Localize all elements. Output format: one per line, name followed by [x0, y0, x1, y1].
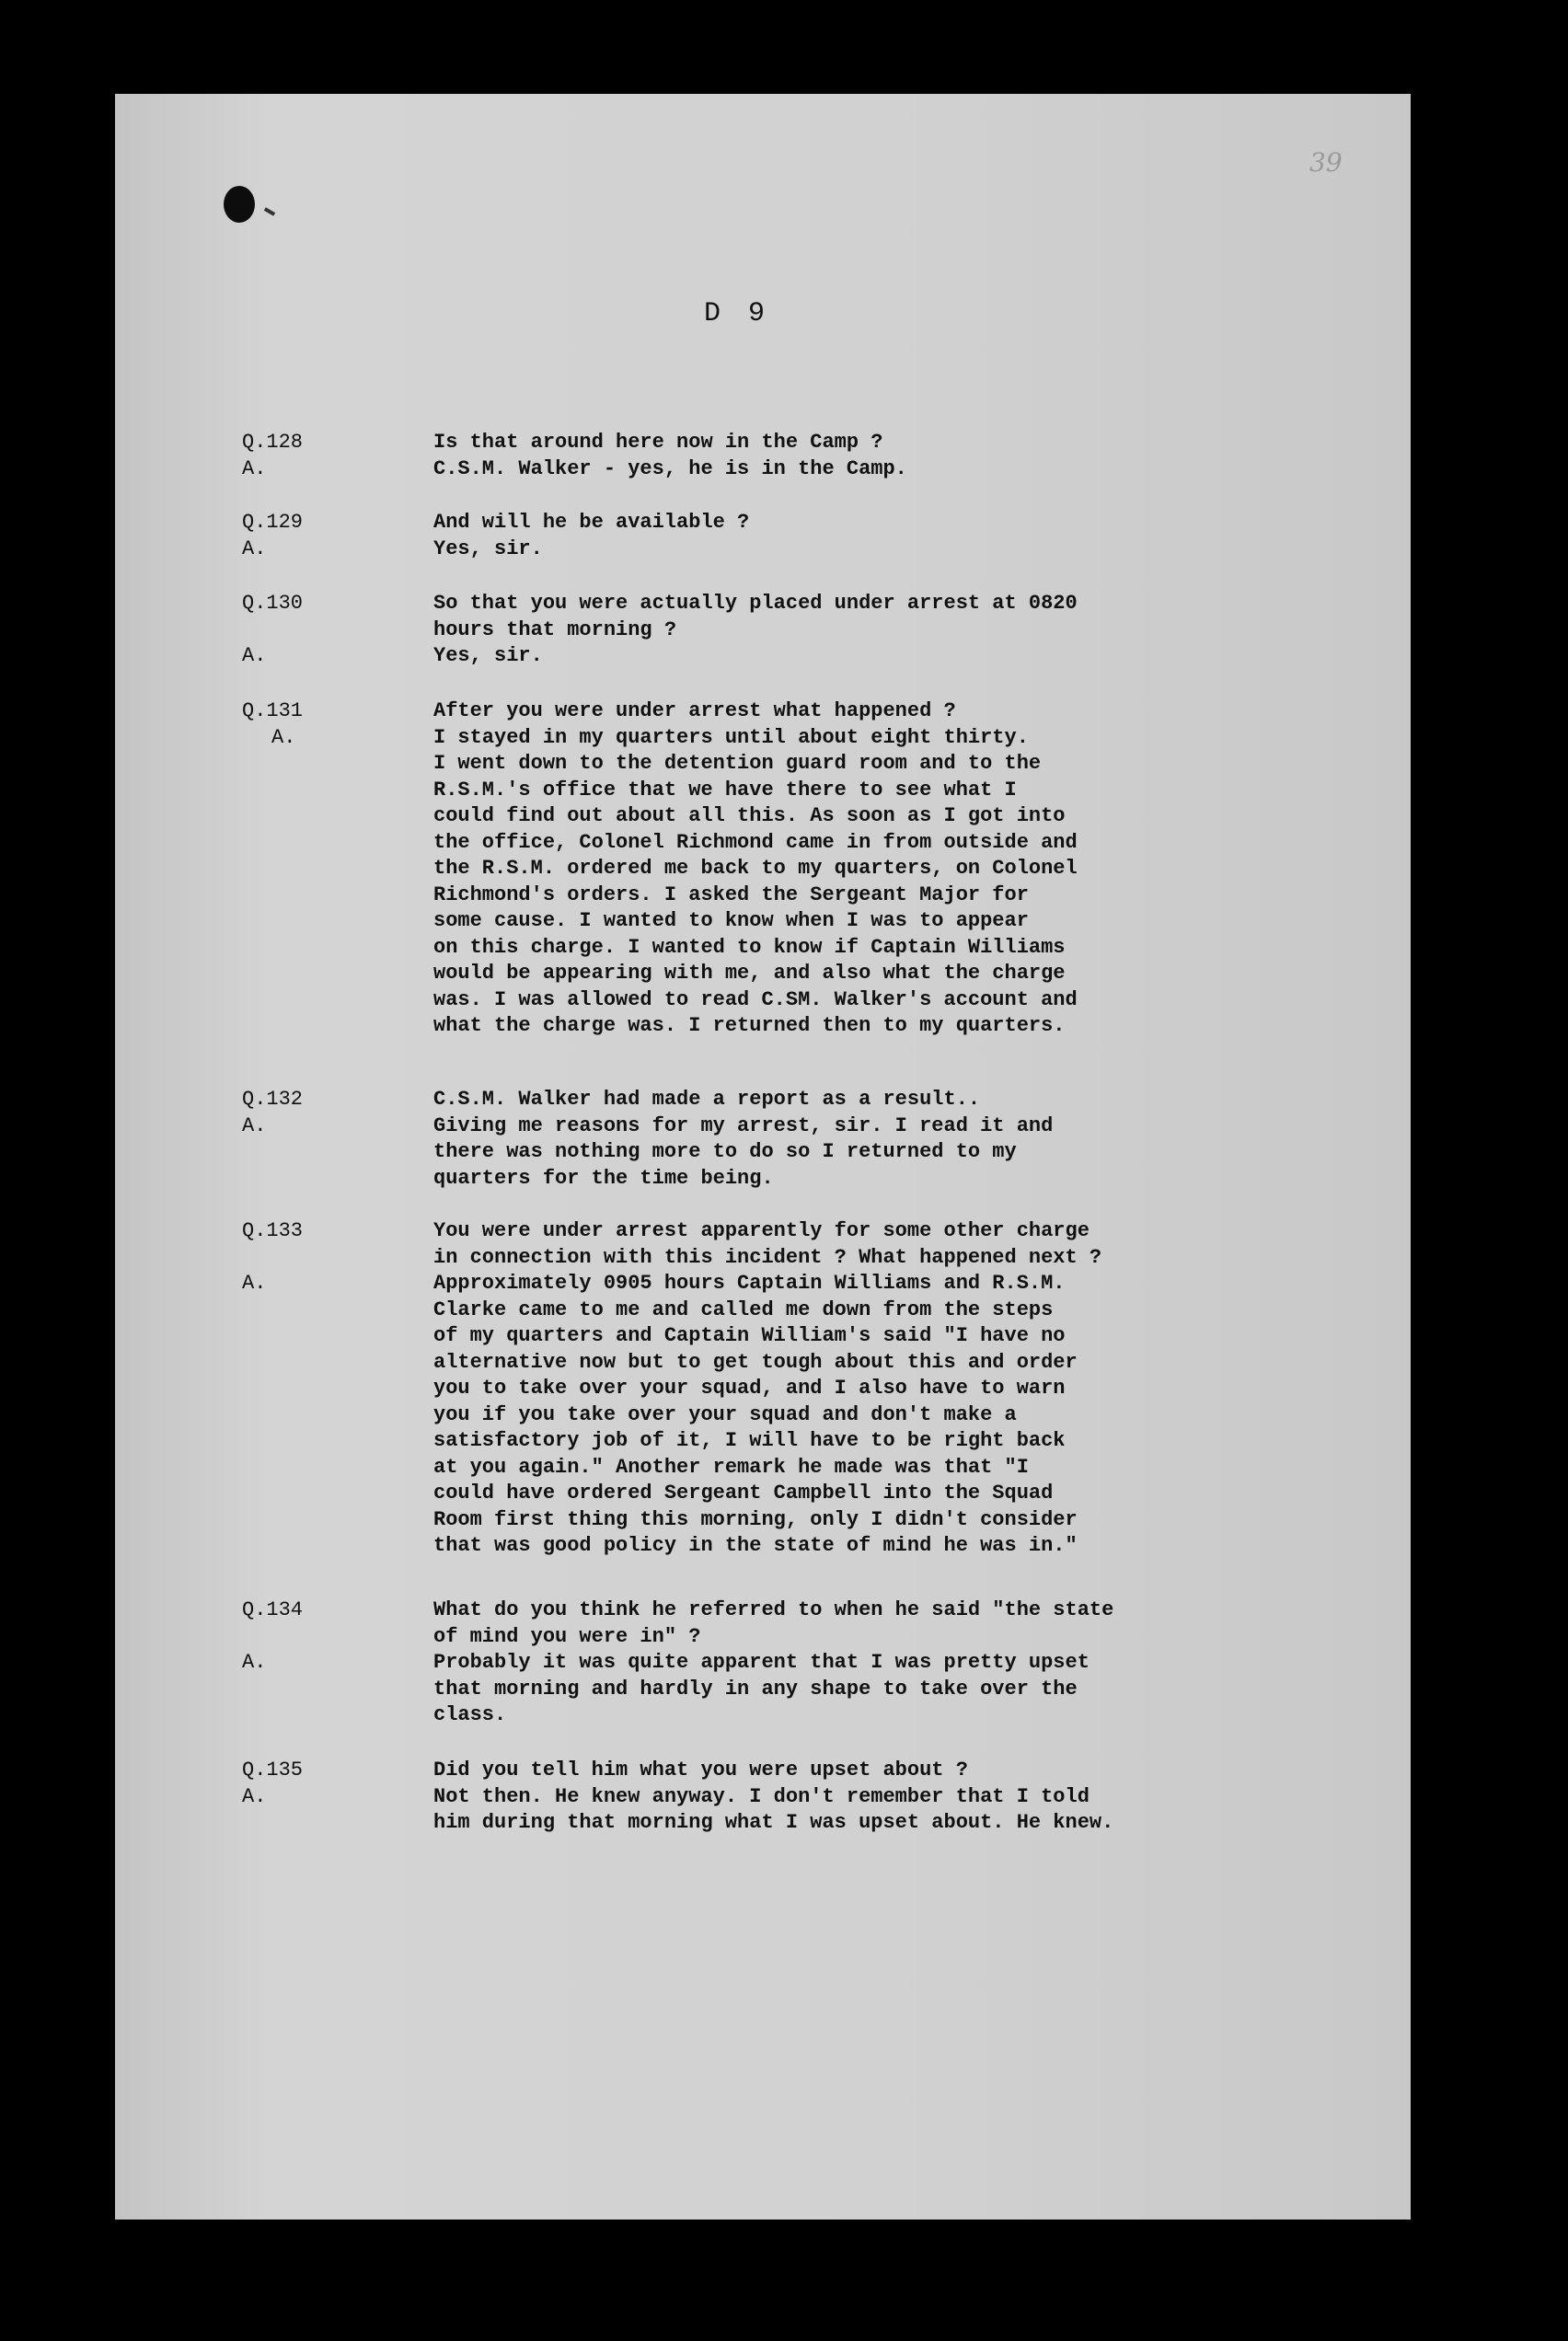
punch-hole-mark [264, 207, 275, 215]
question-number: Q.134 [242, 1598, 304, 1621]
answer-label: A. [242, 456, 267, 480]
question-text: C.S.M. Walker had made a report as a result.. [433, 1088, 981, 1111]
answer-label: A. [242, 1113, 267, 1137]
question-text: So that you were actually placed under arrest at 0820 hours that morning ? [433, 592, 1078, 641]
corner-page-number: 39 [1309, 147, 1343, 178]
qa-entry-134 [242, 1597, 1291, 1729]
qa-entry-133 [242, 1218, 1291, 1560]
qa-entry-131 [242, 698, 1291, 1040]
qa-entry-132 [242, 1087, 1291, 1192]
punch-hole [224, 186, 255, 223]
answer-text: Probably it was quite apparent that I was pretty upset that morning and hardly in any shape to take over the class. [433, 1651, 1090, 1726]
answer-text: C.S.M. Walker - yes, he is in the Camp. [433, 456, 907, 480]
question-text: After you were under arrest what happened ? [433, 699, 956, 722]
qa-entry-129 [242, 510, 1291, 562]
question-text: You were under arrest apparently for some other charge in connection with this incident ? What happened next ? [433, 1219, 1102, 1269]
question-number: Q.132 [242, 1088, 304, 1111]
qa-entry-135 [242, 1758, 1291, 1837]
answer-label: A. [242, 536, 267, 560]
page-number: D 9 [704, 298, 771, 329]
question-text: Did you tell him what you were upset about ? [433, 1759, 968, 1782]
question-number: Q.130 [242, 592, 304, 615]
question-number: Q.133 [242, 1219, 304, 1242]
answer-text: Not then. He knew anyway. I don't remember that I told him during that morning what I was upset about. He knew. [433, 1784, 1114, 1834]
answer-text: Yes, sir. [433, 644, 543, 667]
qa-entry-130 [242, 591, 1291, 670]
answer-label: A. [242, 1272, 267, 1295]
qa-entry-128 [242, 430, 1291, 482]
question-text: What do you think he referred to when he said "the state of mind you were in" ? [433, 1598, 1114, 1648]
question-text: And will he be available ? [433, 511, 750, 534]
answer-label: A. [242, 644, 267, 667]
document-page [115, 94, 1411, 2220]
answer-text: Giving me reasons for my arrest, sir. I read it and there was nothing more to do so I returned to my quarters for the time being. [433, 1113, 1054, 1190]
answer-label: A. [242, 1651, 267, 1674]
answer-label: A. [271, 725, 296, 749]
answer-label: A. [242, 1784, 267, 1808]
question-number: Q.128 [242, 431, 304, 454]
question-number: Q.131 [242, 699, 304, 722]
answer-text: Approximately 0905 hours Captain Williams and R.S.M. Clarke came to me and called me down from the steps of my quarters and Captain William's said "I have no alternative now but to get tough about this and order you to take over your squad, and I also have to warn you if you take over your squad and don't make a satisfactory job of it, I will have to be right back at you again." Another remark he made was that "I could have ordered Sergeant Campbell into the Squad Room first thing this morning, only I didn't consider that was good policy in the state of mind he was in." [433, 1272, 1078, 1557]
question-number: Q.135 [242, 1759, 304, 1782]
answer-text: I stayed in my quarters until about eight thirty. I went down to the detention guard room and to the R.S.M.'s office that we have there to see what I could find out about all this. As soon as I got into the office, Colonel Richmond came in from outside and the R.S.M. ordered me back to my quarters, on Colonel Richmond's orders. I asked the Sergeant Major for some cause. I wanted to know when I was to appear on this charge. I wanted to know if Captain Williams would be appearing with me, and also what the charge was. I was allowed to read C.SM. Walker's account and what the charge was. I returned then to my quarters. [433, 725, 1078, 1037]
question-text: Is that around here now in the Camp ? [433, 431, 883, 454]
question-number: Q.129 [242, 511, 304, 534]
answer-text: Yes, sir. [433, 536, 543, 560]
